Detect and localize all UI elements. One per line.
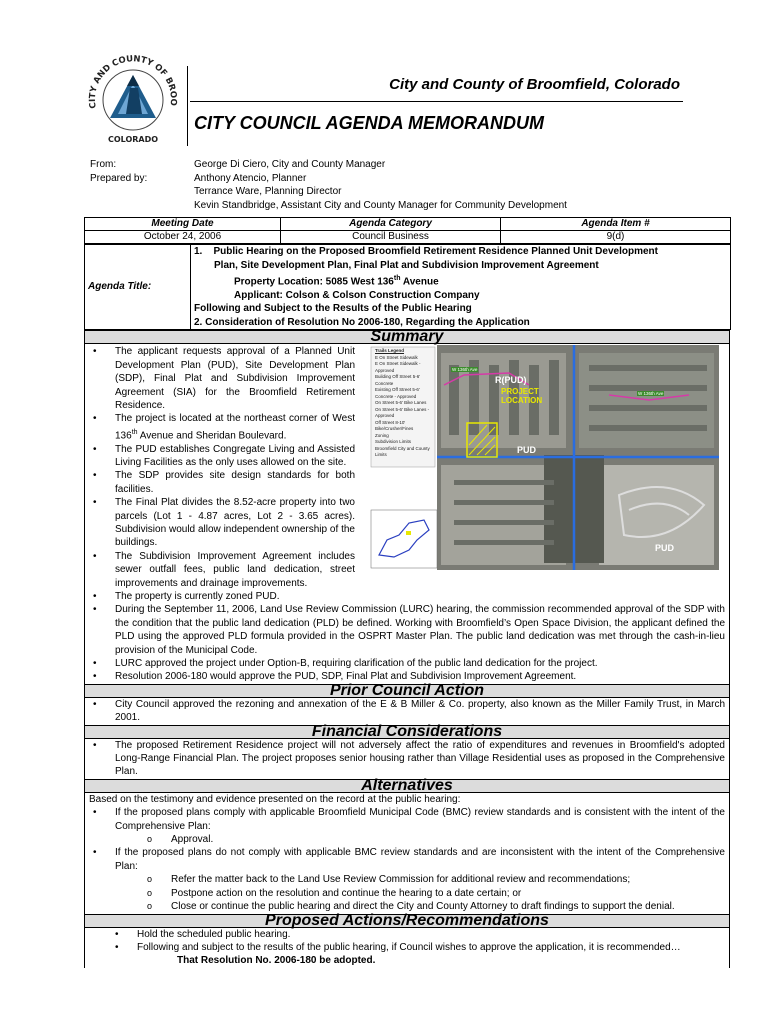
map-street-label: W 136th Ave <box>638 391 664 397</box>
from-name: George Di Ciero, City and County Manager <box>194 159 386 170</box>
map-legend-item: Building Off Street 5-6' Concrete <box>375 374 421 386</box>
summary-bullet: • The property is currently zoned PUD. <box>115 590 725 603</box>
proposed-actions-section <box>84 928 730 968</box>
summary-bullet: • The Final Plat divides the 8.52-acre property into two parcels (Lot 1 - 4.87 acres, Lot 2 - 3.65 acres). Subdivision would allow independent ownership of the buildings. <box>115 496 355 550</box>
preparer-name: Kevin Standbridge, Assistant City and County Manager for Community Development <box>194 199 567 211</box>
from-names <box>194 158 567 212</box>
header-horizontal-rule <box>190 101 683 102</box>
alternatives-subitem: o Close or continue the public hearing and direct the City and County Attorney to draft findings to support the denial. <box>171 900 725 913</box>
map-legend-item: Subdivision Limits <box>375 439 412 445</box>
agenda-category: Council Business <box>281 231 501 244</box>
proposed-action-bullet: • Following and subject to the results of the public hearing, if Council wishes to approve the application, it is recommended… <box>137 941 725 954</box>
financial-bullet: • The proposed Retirement Residence project will not adversely affect the ratio of expenditures and revenues in Broomfield's adopted Long-Range Financial Plan. The project proposes senior housing rather than Village Residential uses as proposed in the Comprehensive Plan. <box>115 739 725 779</box>
prior-council-action-heading: Prior Council Action <box>84 684 730 698</box>
map-legend-item: Zoning <box>375 432 389 438</box>
map-legend-item: Off Street 8-10' Bike/Crusher/Fines <box>375 419 414 432</box>
map-label-pud: PUD <box>517 445 537 456</box>
map-legend <box>375 348 435 459</box>
map-street-label: W 136th Ave <box>452 367 478 373</box>
agenda-line-5: Following and Subject to the Results of the Public Hearing <box>194 303 472 315</box>
agenda-category-label: Agenda Category <box>281 218 501 231</box>
map-label-location: LOCATION <box>501 396 543 406</box>
map-legend-item: E On Street Sidewalk <box>375 354 418 360</box>
alternatives-subitem: o Postpone action on the resolution and continue the hearing to a date certain; or <box>171 887 725 900</box>
memo-title: CITY COUNCIL AGENDA MEMORANDUM <box>194 113 544 133</box>
map-label-rpud: R(PUD) <box>495 375 527 386</box>
agenda-line-3: Property Location: 5085 West 136th Avenue <box>234 275 439 288</box>
agenda-line-1: 1. Public Hearing on the Proposed Broomfield Retirement Residence Planned Unit Development <box>194 246 658 257</box>
summary-bullet: • During the September 11, 2006, Land Use Review Commission (LURC) hearing, the commission recommended approval of the SDP with the condition that the public land dedication (PLD) be defined. Working with Broomfield’s Open Space Division, the applicant defined the PLD using the approved PLD formula provided in the OSPRT Master Plan. The public land dedication was met through the cash-in-lieu provision of the Municipal Code. <box>115 603 725 657</box>
agenda-title-label: Agenda Title: <box>85 245 191 330</box>
agenda-title <box>191 245 731 330</box>
alternatives-bullet: • If the proposed plans comply with applicable Broomfield Municipal Code (BMC) review standards and is consistent with the intent of the Comprehensive Plan: <box>115 806 725 833</box>
alternatives-intro: Based on the testimony and evidence presented on the record at the public hearing: <box>89 793 461 805</box>
proposed-resolution: That Resolution No. 2006-180 be adopted. <box>177 955 376 967</box>
prepared-by-label: Prepared by: <box>90 172 148 184</box>
from-labels <box>90 158 147 185</box>
summary-bullet: • Resolution 2006-180 would approve the PUD, SDP, Final Plat and Subdivision Improvement Agreement. <box>115 670 725 683</box>
map-legend-item: E On Street Sidewalk - Approved <box>375 361 421 373</box>
map-legend-item: Broomfield City and County Limits <box>375 445 430 458</box>
map-legend-item: On Street 5-6' Bike Lanes - Approved <box>375 406 430 419</box>
financial-section <box>84 739 730 779</box>
summary-left-column <box>89 345 355 590</box>
agenda-item-label: Agenda Item # <box>501 218 731 231</box>
alternatives-subitem: o Refer the matter back to the Land Use Review Commission for additional review and recommendations; <box>171 873 725 886</box>
agenda-line-6: 2. Consideration of Resolution No 2006-180, Regarding the Application <box>194 316 530 328</box>
summary-bullet: • The PUD establishes Congregate Living and Assisted Living Facilities as the only uses allowed on the site. <box>115 443 355 470</box>
memo-grid <box>84 217 730 968</box>
header-vertical-rule <box>187 66 188 146</box>
summary-bullet: • LURC approved the project under Option-B, requiring clarification of the public land dedication for the project. <box>115 657 725 670</box>
map-legend-item: Existing Off Street 5-6' Concrete - Approved <box>375 387 420 399</box>
proposed-action-bullet: • Hold the scheduled public hearing. <box>137 928 725 941</box>
city-name: City and County of Broomfield, Colorado <box>389 76 680 93</box>
summary-bullet: • The SDP provides site design standards for both facilities. <box>115 469 355 496</box>
agenda-item-number: 9(d) <box>501 231 731 244</box>
svg-text:COLORADO: COLORADO <box>107 135 159 144</box>
summary-bullet: • The applicant requests approval of a Planned Unit Development Plan (PUD), Site Development Plan (SDP), Final Plat and Subdivision Improvement Agreement (SIA) for the Broomfield Retirement Residence. <box>115 345 355 412</box>
map-legend-item: On Street 5-6' Bike Lanes <box>375 400 427 406</box>
from-label: From: <box>90 159 117 170</box>
summary-bullet: • The Subdivision Improvement Agreement includes sewer outfall fees, public land dedication, street improvements and drainage improvements. <box>115 550 355 590</box>
preparer-name: Anthony Atencio, Planner <box>194 172 307 184</box>
alternatives-section <box>84 793 730 914</box>
map-legend-title: Trails Legend <box>375 348 405 354</box>
alternatives-heading: Alternatives <box>84 779 730 793</box>
broomfield-seal <box>84 48 182 146</box>
financial-considerations-heading: Financial Considerations <box>84 725 730 739</box>
map-label-pud: PUD <box>655 543 675 554</box>
summary-heading: Summary <box>84 330 730 344</box>
alternatives-subitem: o Approval. <box>171 833 725 846</box>
preparer-name: Terrance Ware, Planning Director <box>194 186 342 197</box>
prior-council-section <box>84 698 730 725</box>
agenda-line-4: Applicant: Colson & Colson Construction Company <box>234 289 480 301</box>
svg-text:CITY AND COUNTY OF BROOMFIELD: CITY AND COUNTY OF BROO <box>87 54 179 110</box>
summary-section <box>84 344 730 683</box>
proposed-actions-heading: Proposed Actions/Recommendations <box>84 914 730 928</box>
meeting-date-label: Meeting Date <box>85 218 281 231</box>
site-map <box>369 345 719 590</box>
agenda-line-2: Plan, Site Development Plan, Final Plat and Subdivision Improvement Agreement <box>214 259 599 271</box>
map-label-project: PROJECT <box>501 387 539 397</box>
alternatives-bullet: • If the proposed plans do not comply with applicable BMC review standards and are inconsistent with the intent of the Comprehensive Plan: <box>115 846 725 873</box>
prior-action-bullet: • City Council approved the rezoning and annexation of the E & B Miller & Co. property, also known as the Miller Family Trust, in March 2001. <box>115 698 725 725</box>
summary-bullet: • The project is located at the northeast corner of West 136th Avenue and Sheridan Boulevard. <box>115 412 355 442</box>
meeting-date: October 24, 2006 <box>85 231 281 244</box>
